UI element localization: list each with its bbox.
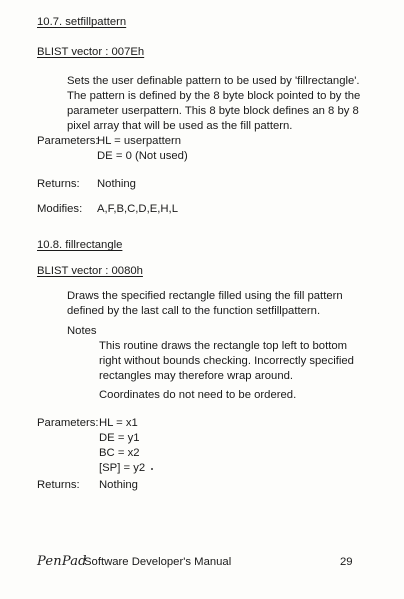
description-line: parameter userpattern. This 8 byte block defines an 8 by 8 — [67, 105, 359, 117]
description-line: The pattern is defined by the 8 byte block pointed to by the — [67, 90, 361, 102]
parameters-label: Parameters: — [37, 135, 99, 147]
parameter-value: DE = 0 (Not used) — [97, 150, 188, 162]
notes-label: Notes — [67, 325, 97, 337]
parameter-value: DE = y1 — [99, 432, 140, 444]
description-line: defined by the last call to the function setfillpattern. — [67, 305, 321, 317]
section-heading-setfillpattern: 10.7. setfillpattern — [37, 16, 127, 28]
speck — [151, 468, 153, 470]
description-line: pixel array that will be used as the fill pattern. — [67, 120, 293, 132]
section-heading-fillrectangle: 10.8. fillrectangle — [37, 239, 123, 251]
parameter-value: HL = x1 — [99, 417, 138, 429]
notes-line: right without bounds checking. Incorrectly specified — [99, 355, 354, 367]
parameter-value: BC = x2 — [99, 447, 140, 459]
parameters-label: Parameters: — [37, 417, 99, 429]
penpad-logo: PenPad — [37, 554, 87, 569]
notes-line: This routine draws the rectangle top left to bottom — [99, 340, 348, 352]
description-line: Draws the specified rectangle filled using the fill pattern — [67, 290, 343, 302]
modifies-label: Modifies: — [37, 203, 83, 215]
blist-vector-setfillpattern: BLIST vector : 007Eh — [37, 46, 145, 58]
description-line: Sets the user definable pattern to be used by 'fillrectangle'. — [67, 75, 360, 87]
notes-line: Coordinates do not need to be ordered. — [99, 389, 297, 401]
page-number: 29 — [340, 556, 353, 568]
parameter-value: [SP] = y2 — [99, 462, 146, 474]
footer-title: Software Developer's Manual — [84, 556, 232, 568]
modifies-value: A,F,B,C,D,E,H,L — [97, 203, 178, 215]
returns-value: Nothing — [97, 178, 136, 190]
notes-line: rectangles may therefore wrap around. — [99, 370, 294, 382]
returns-label: Returns: — [37, 479, 80, 491]
blist-vector-fillrectangle: BLIST vector : 0080h — [37, 265, 143, 277]
returns-label: Returns: — [37, 178, 80, 190]
returns-value: Nothing — [99, 479, 138, 491]
parameter-value: HL = userpattern — [97, 135, 182, 147]
